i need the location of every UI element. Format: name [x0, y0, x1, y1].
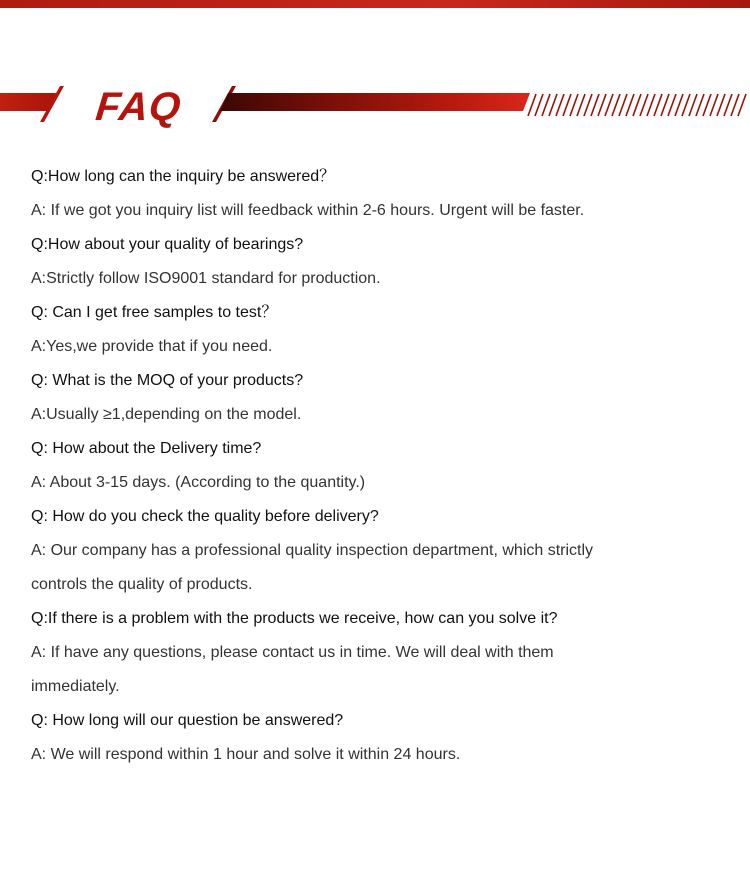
faq-item [31, 432, 721, 500]
faq-item [31, 296, 721, 364]
faq-answer-continued: controls the quality of products. [31, 576, 253, 593]
faq-item [31, 500, 721, 602]
faq-answer: A: About 3-15 days. (According to the quantity.) [31, 474, 366, 491]
faq-answer: A: We will respond within 1 hour and solve it within 24 hours. [31, 746, 461, 763]
faq-question: Q: How about the Delivery time? [31, 440, 262, 457]
faq-list [31, 160, 721, 772]
faq-question: Q:If there is a problem with the products we receive, how can you solve it? [31, 610, 558, 627]
faq-question: Q: What is the MOQ of your products? [31, 372, 304, 389]
faq-item [31, 160, 721, 228]
faq-item [31, 364, 721, 432]
faq-answer: A: If have any questions, please contact us in time. We will deal with them [31, 644, 554, 661]
faq-item [31, 602, 721, 704]
faq-answer: A: If we got you inquiry list will feedback within 2-6 hours. Urgent will be faster. [31, 202, 585, 219]
faq-question: Q: How long will our question be answered? [31, 712, 344, 729]
faq-answer: A:Yes,we provide that if you need. [31, 338, 273, 355]
faq-question: Q: Can I get free samples to test？ [31, 304, 278, 321]
left-bar-shape [0, 93, 56, 111]
faq-answer: A: Our company has a professional quality inspection department, which strictly [31, 542, 594, 559]
faq-answer: A:Strictly follow ISO9001 standard for production. [31, 270, 381, 287]
hatch-lines [528, 94, 746, 116]
faq-question: Q:How about your quality of bearings? [31, 236, 304, 253]
faq-item [31, 704, 721, 772]
faq-answer-continued: immediately. [31, 678, 120, 695]
faq-question: Q: How do you check the quality before delivery? [31, 508, 379, 525]
faq-question: Q:How long can the inquiry be answered？ [31, 168, 336, 185]
faq-title: FAQ [93, 85, 184, 129]
faq-item [31, 228, 721, 296]
faq-answer: A:Usually ≥1,depending on the model. [31, 406, 302, 423]
right-bar-shape [220, 93, 530, 111]
top-accent-bar [0, 0, 750, 8]
